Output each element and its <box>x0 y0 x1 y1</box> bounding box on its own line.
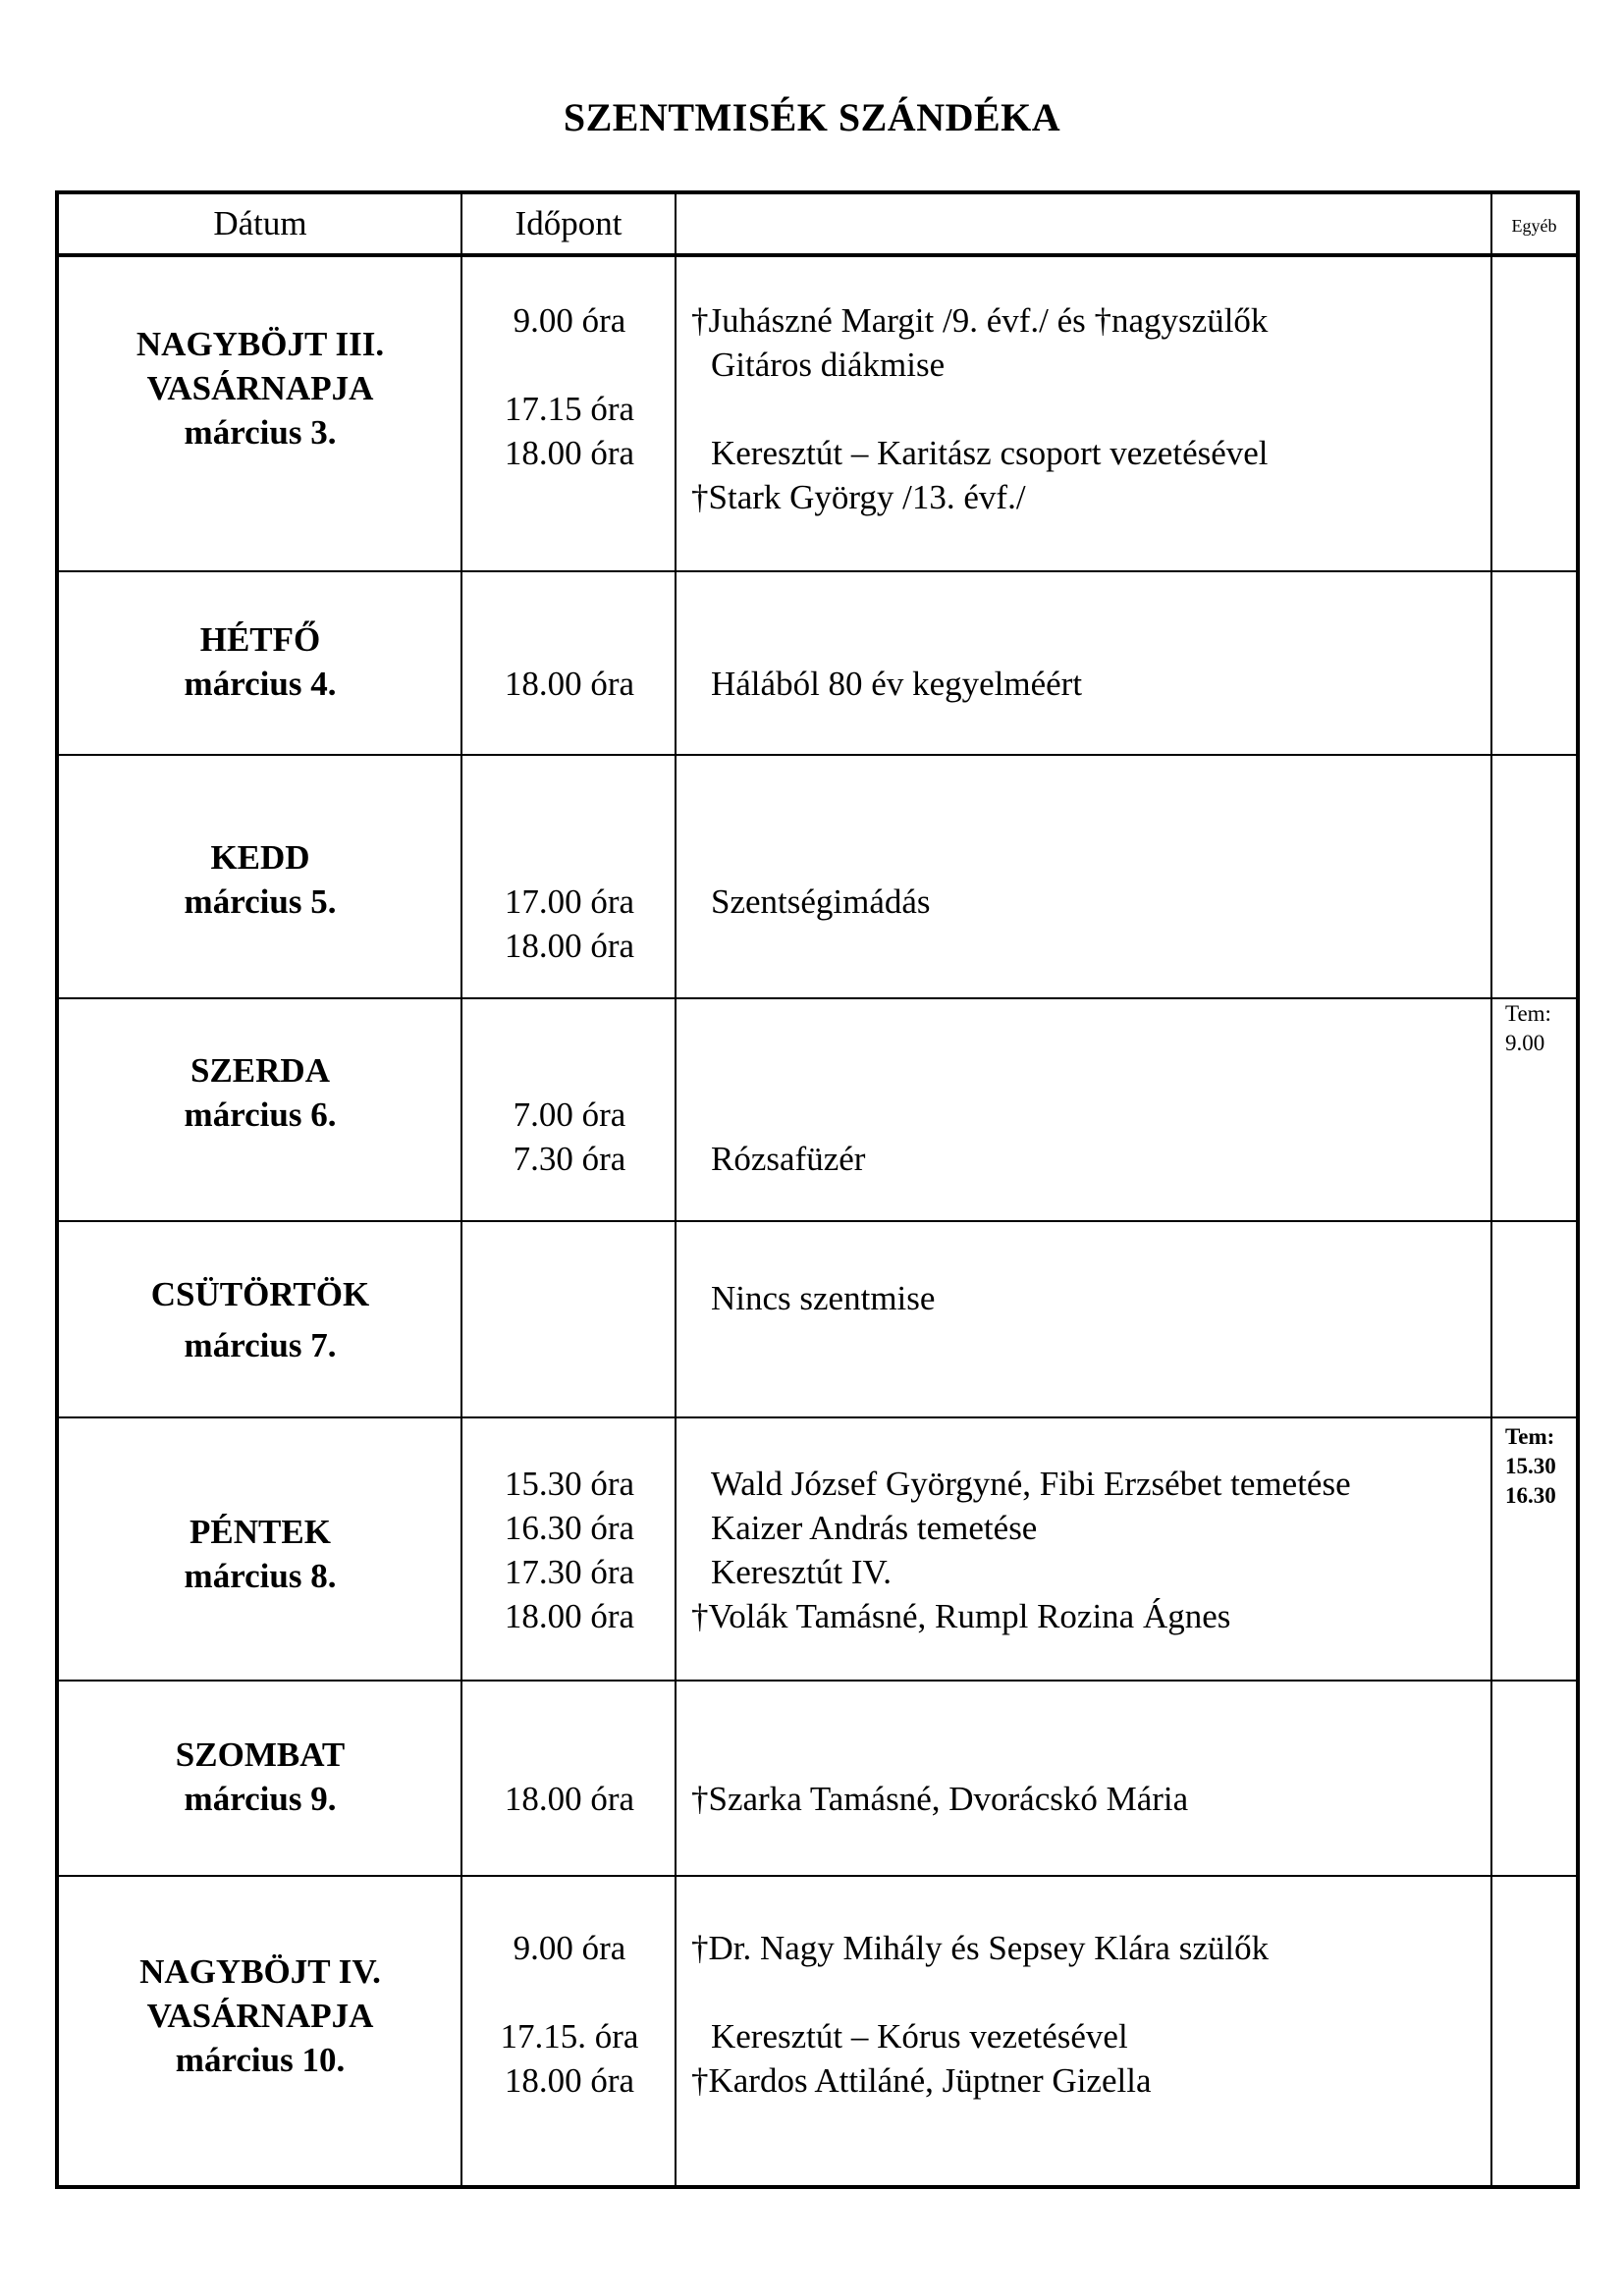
other-cell: Tem: 9.00 <box>1505 1001 1551 1055</box>
table-row <box>59 1418 1576 1680</box>
intention-cell: †Szarka Tamásné, Dvorácskó Mária <box>691 1780 1189 1818</box>
date-cell: SZERDA március 6. <box>184 1051 337 1134</box>
time-cell: 9.00 óra 17.15 óra 18.00 óra <box>504 301 635 472</box>
header-other: Egyéb <box>1511 216 1557 236</box>
time-cell: 9.00 óra 17.15. óra 18.00 óra <box>500 1929 639 2100</box>
date-cell: NAGYBÖJT III. VASÁRNAPJA március 3. <box>135 325 385 452</box>
date-cell: KEDD március 5. <box>184 838 337 921</box>
date-cell: SZOMBAT március 9. <box>175 1735 346 1818</box>
intention-cell: †Dr. Nagy Mihály és Sepsey Klára szülők Keresztút – Kórus vezetésével †Kardos Attiláné, Jüptner Gizella <box>691 1929 1270 2100</box>
intention-cell: †Juhászné Margit /9. évf./ és †nagyszülők Gitáros diákmise Keresztút – Karitász csoport vezetésével †Stark György /13. évf./ <box>691 301 1269 516</box>
table-row <box>59 1877 1576 2185</box>
other-cell: Tem: 15.30 16.30 <box>1505 1424 1556 1508</box>
time-cell: 15.30 óra 16.30 óra 17.30 óra 18.00 óra <box>504 1465 635 1635</box>
table-row <box>59 257 1576 570</box>
table-row <box>59 1222 1576 1416</box>
intention-cell: Nincs szentmise <box>711 1279 936 1317</box>
header-date: Dátum <box>213 204 307 242</box>
date-cell: CSÜTÖRTÖK március 7. <box>150 1275 370 1364</box>
page-title: SZENTMISÉK SZÁNDÉKA <box>563 95 1061 139</box>
intention-cell: Szentségimádás <box>711 882 931 921</box>
table-row <box>59 756 1576 997</box>
date-cell: PÉNTEK március 8. <box>184 1513 337 1595</box>
table-row <box>59 572 1576 754</box>
time-cell: 7.00 óra 7.30 óra <box>513 1095 626 1178</box>
mass-intentions-table <box>55 190 1580 2189</box>
table-row <box>59 999 1576 1220</box>
table-row <box>59 1682 1576 1875</box>
time-cell: 18.00 óra <box>504 1780 635 1818</box>
date-cell: NAGYBÖJT IV. VASÁRNAPJA március 10. <box>139 1952 381 2079</box>
time-cell: 18.00 óra <box>504 665 635 703</box>
intention-cell: Wald József Györgyné, Fibi Erzsébet temetése Kaizer András temetése Keresztút IV. †Volák Tamásné, Rumpl Rozina Ágnes <box>691 1465 1351 1635</box>
time-cell: 17.00 óra 18.00 óra <box>504 882 635 965</box>
intention-cell: Hálából 80 év kegyelméért <box>711 665 1083 703</box>
intention-cell: Rózsafüzér <box>711 1140 866 1178</box>
date-cell: HÉTFŐ március 4. <box>184 620 337 703</box>
header-time: Időpont <box>514 204 623 242</box>
